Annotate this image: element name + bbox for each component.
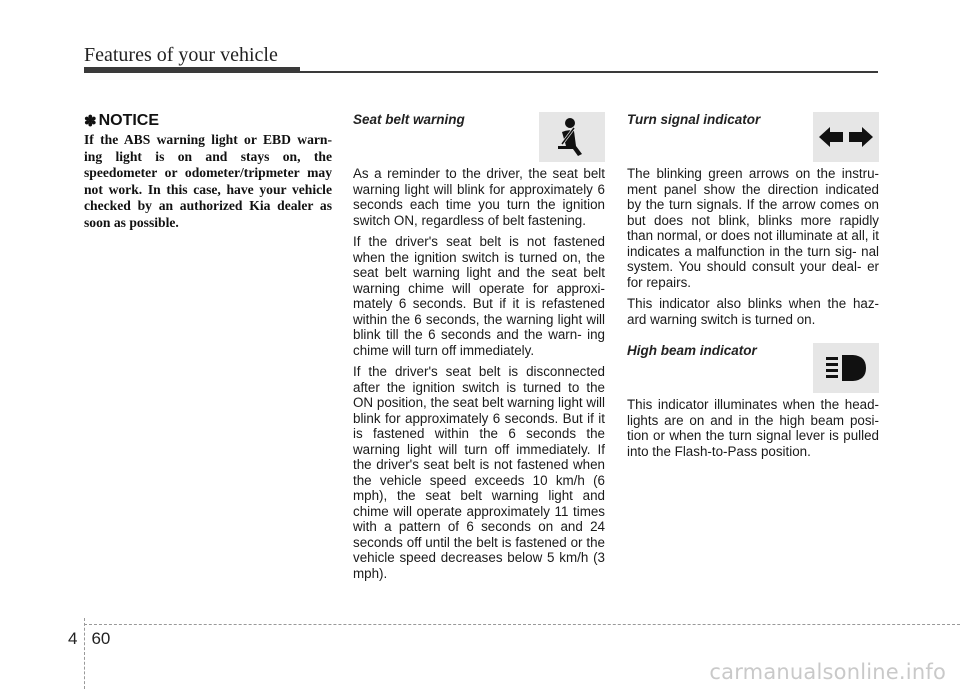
notice-title: NOTICE: [98, 112, 160, 129]
seat-belt-paragraph-2: If the driver's seat belt is not fastened when the ignition switch is turned on, the seat belt warning light and the seat belt warning chime will operate for approxi- mately 6 seconds. But if it is refastened within the 6 seconds, the warning light will blink till the 6 seconds and the warn- ing chime will turn off immediately.: [353, 234, 605, 358]
page-number-value: 60: [91, 629, 111, 648]
seat-belt-title: Seat belt warning: [353, 112, 465, 127]
notice-star-icon: ✽: [84, 113, 97, 130]
high-beam-title: High beam indicator: [627, 343, 757, 358]
notice-body: If the ABS warning light or EBD warn- ing light is on and stays on, the speedometer or odometer/tripmeter may not work. In this case, have your vehicle checked by an authorized Kia dealer as soon as possible.: [84, 132, 332, 230]
turn-signal-paragraph-2: This indicator also blinks when the haz- ard warning switch is turned on.: [627, 296, 879, 327]
seat-belt-paragraph-1: As a reminder to the driver, the seat belt warning light will blink for approximately 6 seconds each time you turn the ignition switch ON, regardless of belt fastening.: [353, 166, 605, 228]
page-number: [68, 629, 110, 649]
notice-column: [84, 112, 332, 231]
indicators-column: [627, 112, 879, 465]
high-beam-paragraph: This indicator illuminates when the head- lights are on and in the high beam posi- tion or when the turn signal lever is pulled into the Flash-to-Pass position.: [627, 397, 879, 459]
section-number: 4: [68, 629, 78, 648]
seat-belt-section: [353, 112, 605, 587]
seat-belt-paragraph-3: If the driver's seat belt is disconnected after the ignition switch is turned to the ON position, the seat belt warning light will blink for approximately 6 seconds. But if it is fastened within the 6 seconds the warning light will turn off immediately. If the driver's seat belt is not fastened when the vehicle speed exceeds 10 km/h (6 mph), the seat belt warning light and chime will operate approximately 11 times with a pattern of 6 seconds on and 24 seconds off until the belt is fastened or the vehicle speed decreases below 5 km/h (3 mph).: [353, 364, 605, 581]
watermark-text: carmanualsonline.info: [709, 660, 946, 684]
high-beam-icon: [813, 343, 879, 393]
footer-horizontal-rule: [84, 624, 960, 625]
notice-heading: [84, 112, 332, 130]
header-rule-thick: [84, 67, 300, 73]
turn-signal-paragraph-1: The blinking green arrows on the instru- ment panel show the direction indicated by the turn signals. If the arrow comes on but does not blink, blinks more rapidly than normal, or does not illuminate at all, it indicates a malfunction in the turn sig- nal system. You should consult your deal- er for repairs.: [627, 166, 879, 290]
seat-belt-icon: [539, 112, 605, 162]
turn-signal-title: Turn signal indicator: [627, 112, 761, 127]
turn-arrows-icon: [813, 112, 879, 162]
page-header-title: Features of your vehicle: [84, 44, 278, 66]
header-rule-thin: [300, 71, 878, 73]
